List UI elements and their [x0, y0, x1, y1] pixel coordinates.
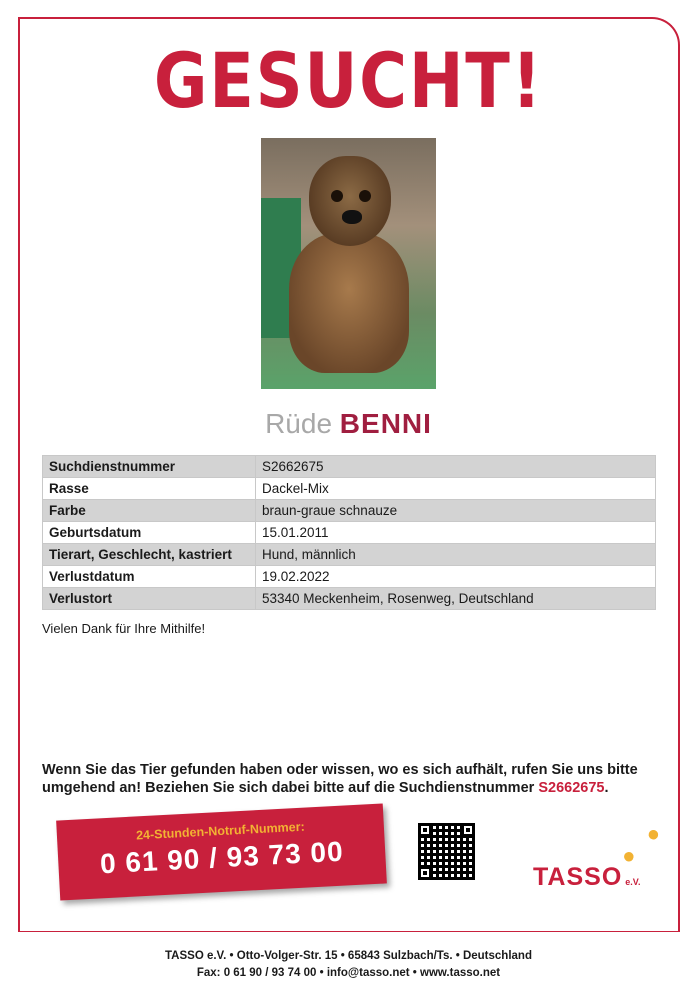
photo-dog-eye-right: [359, 190, 371, 202]
footer: [0, 948, 697, 982]
appeal-reference-number: S2662675: [538, 780, 605, 796]
headline: GESUCHT!: [153, 36, 544, 125]
qr-code-icon: [418, 823, 475, 880]
detail-label: Farbe: [43, 500, 256, 522]
thanks-text: Vielen Dank für Ihre Mithilfe!: [42, 621, 206, 636]
paw-icon: ●: [644, 819, 664, 848]
detail-value: 15.01.2011: [256, 522, 656, 544]
detail-value: Hund, männlich: [256, 544, 656, 566]
logo-wordmark: TASSO: [533, 863, 623, 891]
table-row: [43, 544, 656, 566]
detail-value: S2662675: [256, 456, 656, 478]
logo-suffix: e.V.: [625, 877, 641, 887]
photo-dog-body: [289, 233, 409, 373]
detail-label: Verlustdatum: [43, 566, 256, 588]
footer-address: TASSO e.V. • Otto-Volger-Str. 15 • 65843 Sulzbach/Ts. • Deutschland: [165, 950, 532, 962]
detail-label: Verlustort: [43, 588, 256, 610]
table-row: [43, 588, 656, 610]
paw-icon: ●: [619, 842, 638, 869]
appeal-text: [42, 761, 652, 797]
detail-value: 19.02.2022: [256, 566, 656, 588]
dog-photo: [261, 138, 436, 389]
table-row: [43, 522, 656, 544]
detail-value: 53340 Meckenheim, Rosenweg, Deutschland: [256, 588, 656, 610]
qr-finder-icon: [461, 823, 475, 837]
table-row: [43, 478, 656, 500]
poster-frame-left: [18, 17, 20, 932]
appeal-end: .: [604, 780, 609, 796]
qr-finder-icon: [418, 823, 432, 837]
detail-value: braun-graue schnauze: [256, 500, 656, 522]
detail-label: Geburtsdatum: [43, 522, 256, 544]
hotline-box: [56, 803, 387, 900]
detail-value: Dackel-Mix: [256, 478, 656, 500]
table-row: [43, 566, 656, 588]
table-row: [43, 456, 656, 478]
photo-dog-nose: [342, 210, 362, 224]
table-row: [43, 500, 656, 522]
footer-contact: Fax: 0 61 90 / 93 74 00 • info@tasso.net • www.tasso.net: [196, 967, 501, 979]
hotline-number[interactable]: 0 61 90 / 93 73 00: [99, 835, 345, 880]
dog-sex: Rüde: [265, 408, 333, 439]
detail-label: Rasse: [43, 478, 256, 500]
footer-divider: [18, 931, 680, 932]
photo-dog-eye-left: [331, 190, 343, 202]
details-table: [42, 455, 656, 610]
dog-name-value: BENNI: [339, 408, 432, 439]
detail-label: Suchdienstnummer: [43, 456, 256, 478]
detail-label: Tierart, Geschlecht, kastriert: [43, 544, 256, 566]
qr-finder-icon: [418, 866, 432, 880]
dog-name: [0, 408, 697, 440]
tasso-logo: [533, 863, 640, 892]
photo-dog-head: [309, 156, 391, 246]
hotline-label: 24-Stunden-Notruf-Nummer:: [135, 819, 306, 843]
appeal-body: Wenn Sie das Tier gefunden haben oder wissen, wo es sich aufhält, rufen Sie uns bitte umgehend an! Beziehen Sie sich dabei bitte auf die Suchdienstnummer: [42, 762, 638, 796]
